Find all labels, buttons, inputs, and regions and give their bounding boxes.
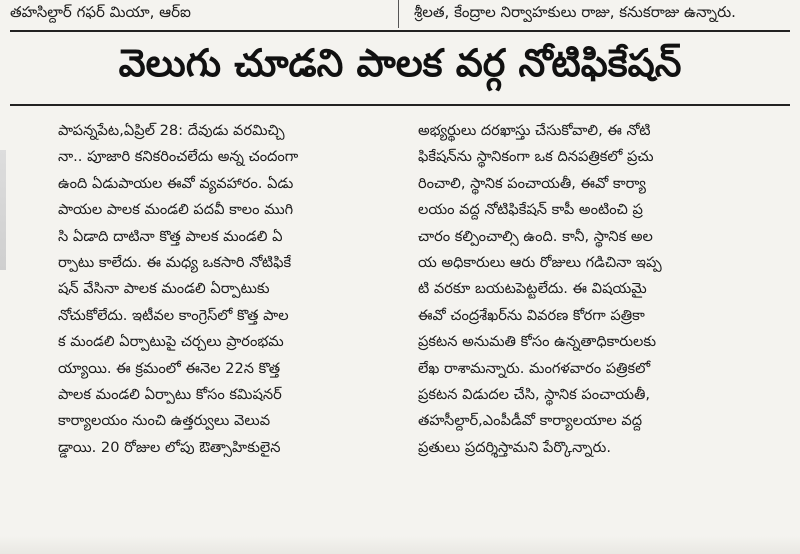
article-line: ప్రతులు ప్రదర్శిస్తామని పేర్కొన్నారు. bbox=[418, 438, 611, 456]
article-line: అభ్యర్థులు దరఖాస్తు చేసుకోవాలి, ఈ నోటి bbox=[418, 122, 651, 139]
article-line: పాలక మండలి ఏర్పాటు కోసం కమిషనర్ bbox=[58, 385, 282, 403]
article-line: షన్ వేసినా పాలక మండలి ఏర్పాటుకు bbox=[58, 280, 270, 298]
article-column-right bbox=[418, 118, 776, 461]
article-column-left bbox=[58, 118, 416, 461]
page-bottom-edge bbox=[0, 536, 800, 554]
article-line: ఉంది ఏడుపాయల ఈవో వ్యవహారం. ఏడు bbox=[58, 174, 294, 192]
article-line: కార్యాలయం నుంచి ఉత్తర్వులు వెలువ bbox=[58, 412, 271, 430]
column-divider bbox=[398, 0, 399, 28]
article-line: పాపన్నపేట,ఏప్రిల్ 28: దేవుడు వరమిచ్చి bbox=[58, 122, 285, 139]
article-line: లయం వద్ద నోటిఫికేషన్ కాపీ అంటించి ప్ర bbox=[418, 201, 643, 219]
article-line: సి ఏడాది దాటినా కొత్త పాలక మండలి ఏ bbox=[58, 227, 283, 245]
headline-box bbox=[10, 30, 790, 106]
article-line: తహసీల్దార్,ఎంపీడీవో కార్యాలయాల వద్ద bbox=[418, 412, 643, 430]
article-line: ఫికేషన్‌ను స్థానికంగా ఒక దినపత్రికలో ప్రచు bbox=[418, 148, 654, 166]
article-headline: వెలుగు చూడని పాలక వర్గ నోటిఫికేషన్ bbox=[118, 41, 682, 85]
article-line: య అధికారులు ఆరు రోజులు గడిచినా ఇప్ప bbox=[418, 253, 662, 271]
article-line: చారం కల్పించాల్సి ఉంది. కానీ, స్థానిక అల bbox=[418, 227, 653, 245]
article-line: నా.. పూజారి కనికరించలేదు అన్న చందంగా bbox=[58, 148, 299, 166]
article-line: క మండలి ఏర్పాటుపై చర్చలు ప్రారంభమ bbox=[58, 333, 284, 351]
article-line: ప్రకటన విడుదల చేసి, స్థానిక పంచాయతీ, bbox=[418, 385, 651, 403]
article-line: పాయల పాలక మండలి పదవీ కాలం ముగి bbox=[58, 201, 294, 219]
article-line: టి వరకూ బయటపెట్టలేదు. ఈ విషయమై bbox=[418, 280, 647, 298]
article-line: రించాలి, స్థానిక పంచాయతీ, ఈవో కార్యా bbox=[418, 174, 646, 192]
previous-article-strip bbox=[0, 0, 800, 26]
article-line: ప్రకటన అనుమతి కోసం ఉన్నతాధికారులకు bbox=[418, 333, 657, 351]
article-line: ర్పాటు కాలేదు. ఈ మధ్య ఒకసారి నోటిఫికే bbox=[58, 253, 292, 271]
previous-article-left-text: తహసిల్దార్ గఫర్ మియా, ఆర్ఐ bbox=[10, 3, 191, 21]
article-line: డ్డాయి. 20 రోజుల లోపు ఔత్సాహికులైన bbox=[58, 438, 281, 456]
article-line: ఈవో చంద్రశేఖర్‌ను వివరణ కోరగా పత్రికా bbox=[418, 306, 645, 324]
article-line: య్యాయి. ఈ క్రమంలో ఈనెల 22న కొత్త bbox=[58, 359, 281, 377]
article-line: లేఖ రాశామన్నారు. మంగళవారం పత్రికలో bbox=[418, 359, 651, 377]
article-line: నోచుకోలేదు. ఇటీవల కాంగ్రెస్‌లో కొత్త పాల bbox=[58, 306, 289, 324]
left-edge-shadow bbox=[0, 150, 6, 270]
previous-article-right-text: శ్రీలత, కేంద్రాల నిర్వాహకులు రాజు, కనుకరాజు ఉన్నారు. bbox=[414, 3, 736, 21]
